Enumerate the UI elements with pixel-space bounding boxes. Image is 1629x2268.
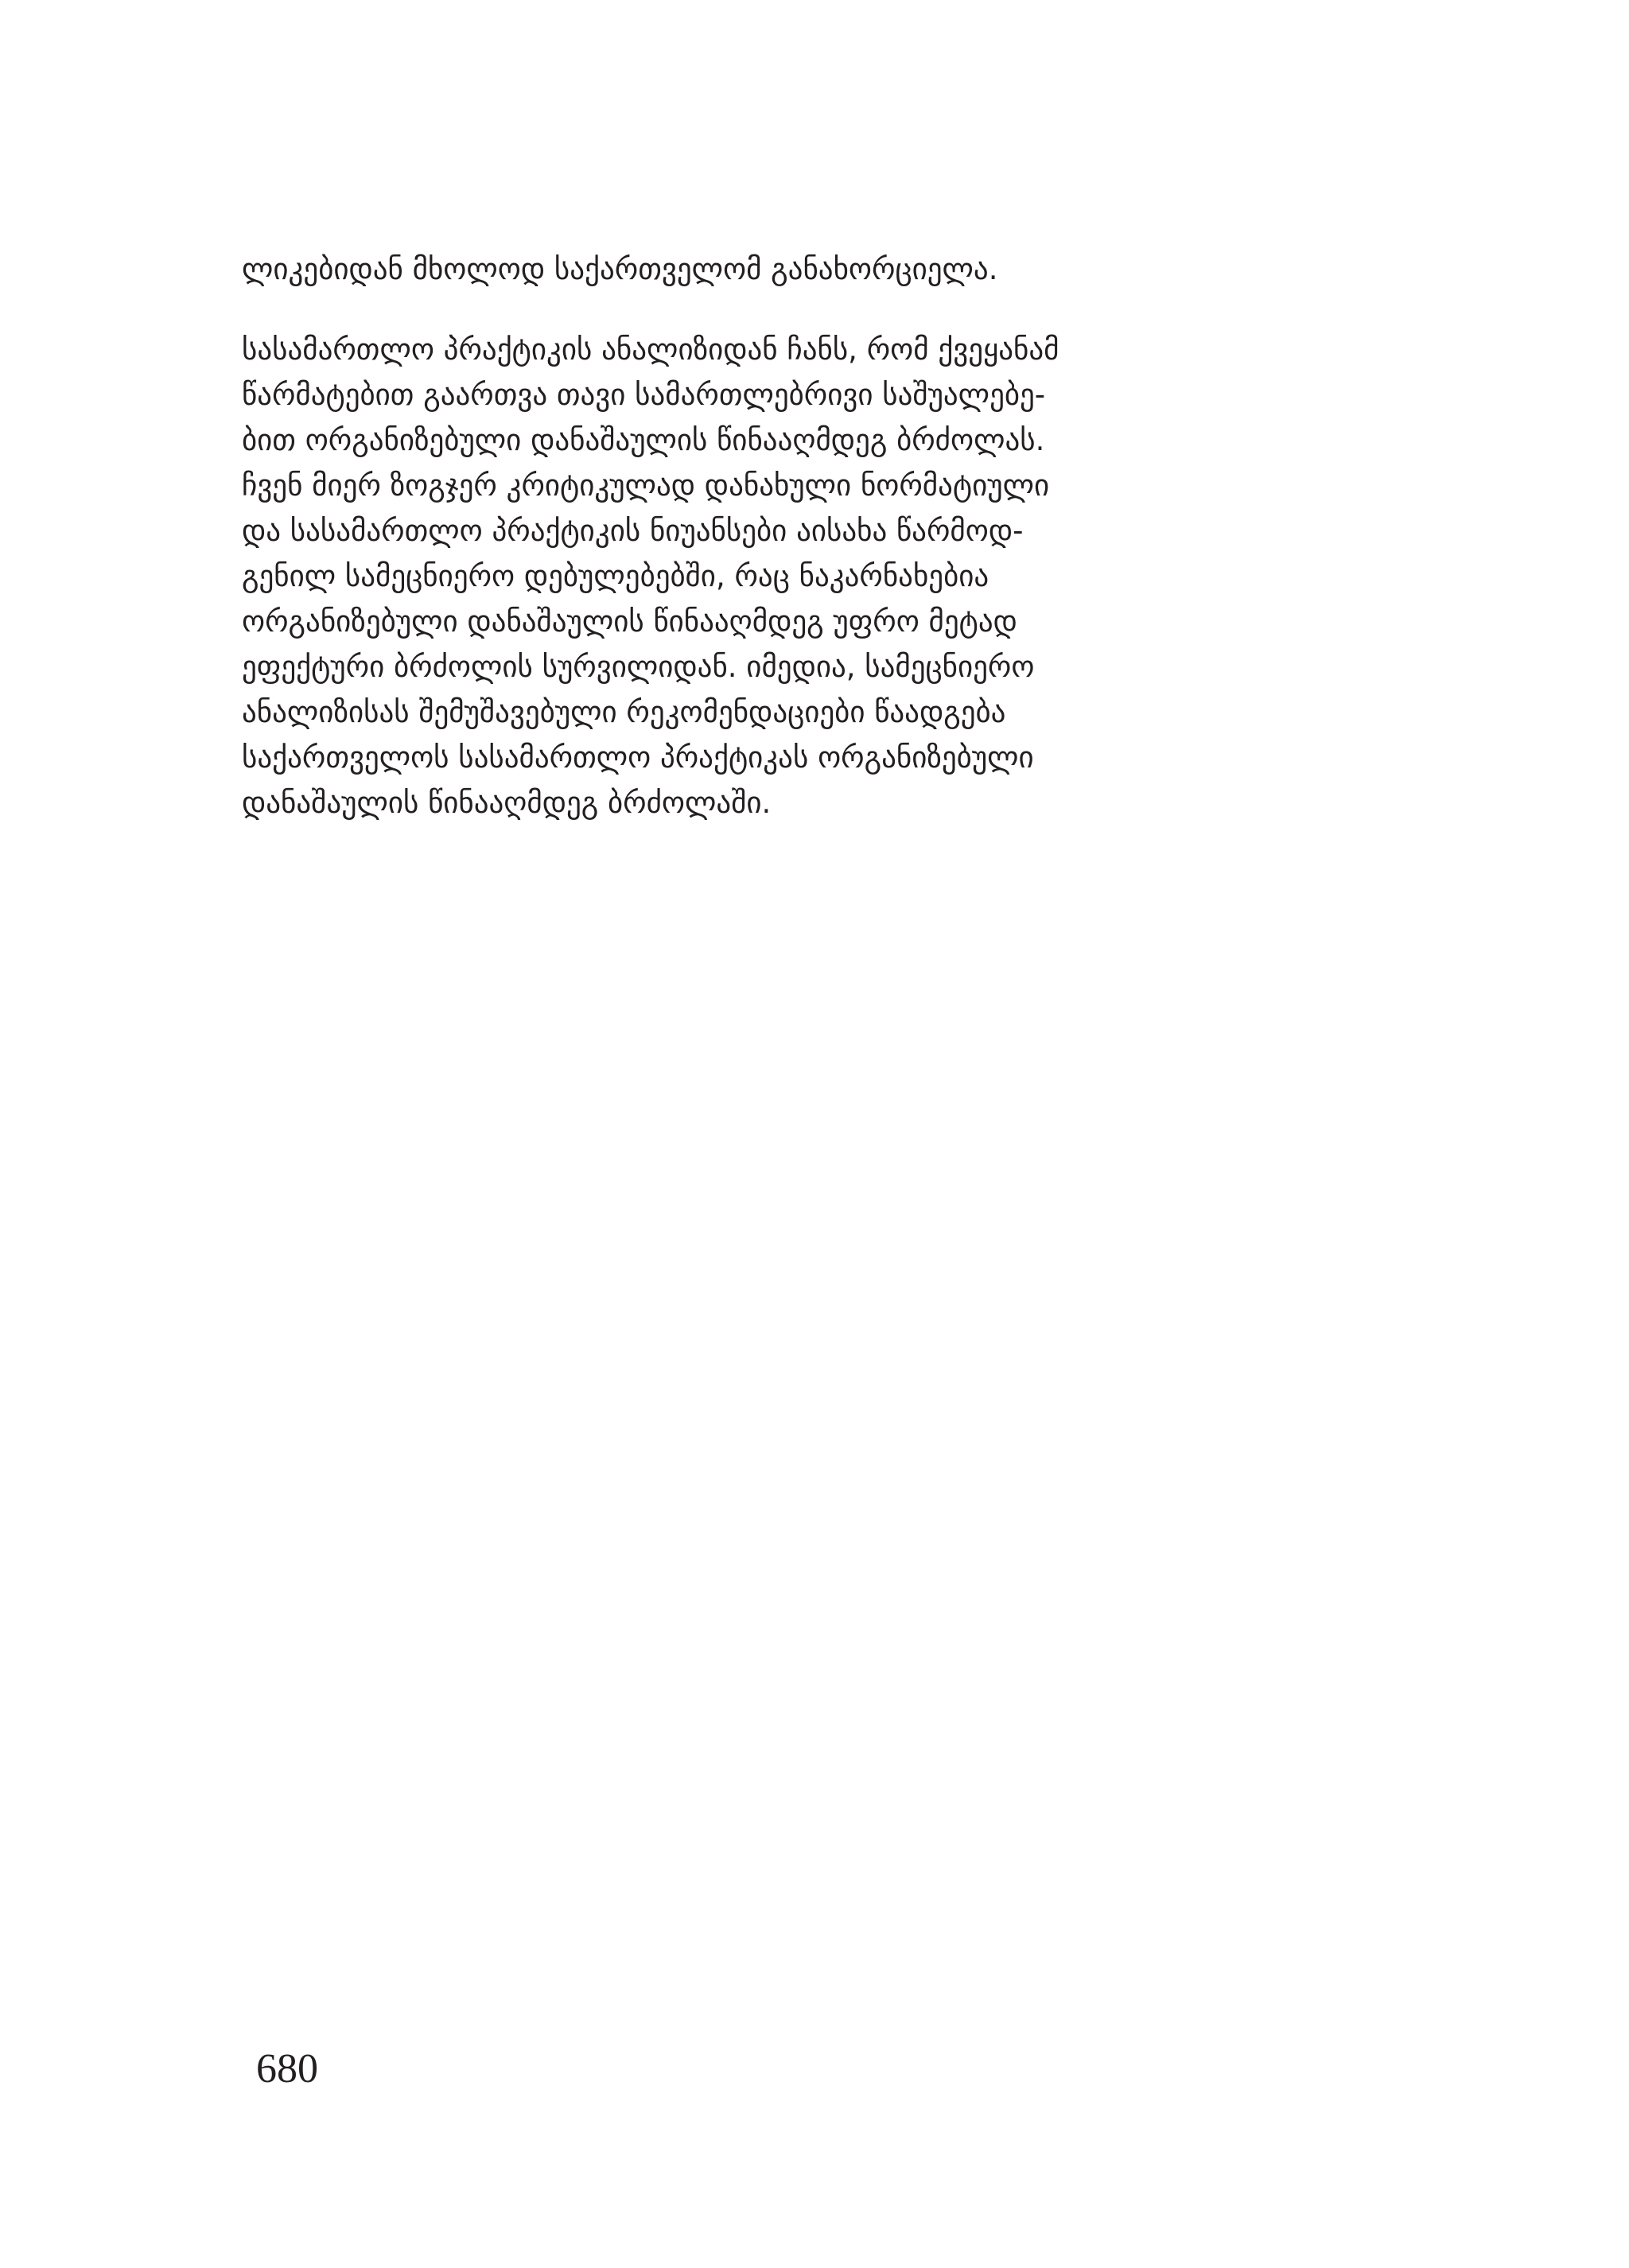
paragraph-conclusion: სასამართლო პრაქტიკის ანალიზიდან ჩანს, რომ ქვეყანამ წარმატებით გაართვა თავი სამართლებრივი საშუალებე- ბით ორგანიზებული დანაშაულის წინააღმდეგ ბრძოლას. ჩვენ მიერ ზოგჯერ კრიტიკულად დანახული ნორმატიული და სასამართლო პრაქტიკის ნიუანსები აისახა წარმოდ- გენილ სამეცნიერო დებულებებში, რაც ნაკარნახებია ორგანიზებული დანაშაულის წინააღმდეგ უფრო მეტად ეფექტური ბრძოლის სურვილიდან. იმედია, სამეცნიერო ანალიზისას შემუშავებული რეკომენდაციები წაადგება საქართველოს სასამართლო პრაქტიკას ორგანიზებული დანაშაულის წინააღმდეგ ბრძოლაში. bbox=[242, 332, 1059, 820]
paragraph-continuation: ლიკებიდან მხოლოდ საქართველომ განახორციელა. bbox=[242, 252, 998, 286]
paragraph-spacer bbox=[242, 292, 1347, 327]
body-text bbox=[242, 247, 1347, 825]
page-number: 680 bbox=[256, 2046, 318, 2091]
